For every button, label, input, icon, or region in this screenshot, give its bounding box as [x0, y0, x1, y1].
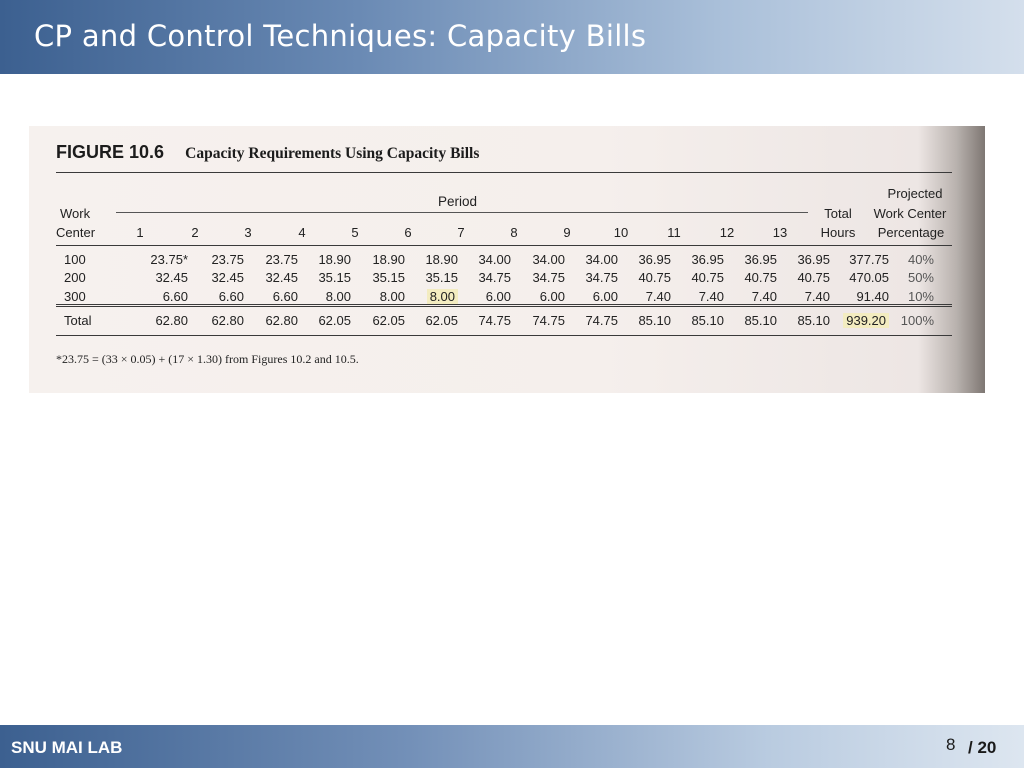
table-cell: 35.15 — [425, 270, 458, 286]
header-period-4: 4 — [298, 225, 306, 240]
data-rule-1 — [56, 304, 952, 305]
header-period-7: 7 — [457, 225, 465, 240]
header-period-10: 10 — [613, 225, 629, 240]
table-cell: 62.80 — [155, 313, 188, 328]
header-period-1: 1 — [136, 225, 144, 240]
header-work-center: Work Center — [873, 206, 947, 221]
table-row — [56, 250, 952, 269]
table-cell: 85.10 — [744, 313, 777, 328]
table-cell: 74.75 — [585, 313, 618, 328]
top-rule — [56, 172, 952, 173]
table-cell: 6.00 — [539, 288, 565, 304]
table-row — [56, 269, 952, 288]
table-cell: 74.75 — [478, 313, 511, 328]
header-projected: Projected — [887, 186, 943, 201]
capacity-table — [56, 250, 952, 336]
table-cell: 34.00 — [585, 251, 618, 267]
figure-footnote: *23.75 = (33 × 0.05) + (17 × 1.30) from Figures 10.2 and 10.5. — [56, 352, 359, 366]
lab-name: SNU MAI LAB — [11, 738, 123, 757]
table-cell: 34.00 — [478, 251, 511, 267]
table-cell: 62.80 — [265, 313, 298, 328]
header-rule — [56, 245, 952, 246]
table-cell: 23.75 — [265, 251, 298, 267]
table-cell: 8.00 — [379, 288, 405, 304]
header-period-11: 11 — [667, 225, 681, 240]
table-cell: 40.75 — [744, 270, 777, 286]
header-period-13: 13 — [772, 225, 788, 240]
data-rule-2 — [56, 306, 952, 307]
header-center: Center — [56, 225, 96, 240]
slide-title: CP and Control Techniques: Capacity Bills — [34, 19, 647, 53]
table-cell: 35.15 — [318, 270, 351, 286]
table-cell: 8.00 — [325, 288, 351, 304]
table-cell: 6.60 — [218, 288, 244, 304]
work-center-cell: 200 — [64, 270, 86, 286]
table-cell: 18.90 — [318, 251, 351, 267]
table-cell: 6.00 — [485, 288, 511, 304]
header-percentage: Percentage — [877, 225, 945, 240]
table-cell: 34.75 — [478, 270, 511, 286]
figure-heading — [56, 142, 479, 163]
header-period-8: 8 — [510, 225, 518, 240]
figure-caption: Capacity Requirements Using Capacity Bills — [185, 145, 480, 162]
percentage-cell: 100% — [900, 313, 934, 328]
table-cell: 18.90 — [372, 251, 405, 267]
total-label: Total — [64, 313, 92, 328]
table-cell: 36.95 — [797, 251, 830, 267]
table-cell: 32.45 — [265, 270, 298, 286]
table-cell: 40.75 — [691, 270, 724, 286]
table-cell: 6.60 — [272, 288, 298, 304]
table-cell: 32.45 — [155, 270, 188, 286]
percentage-cell: 50% — [907, 270, 934, 286]
table-cell: 85.10 — [797, 313, 830, 328]
table-cell: 40.75 — [638, 270, 671, 286]
table-cell: 7.40 — [698, 288, 724, 304]
total-row — [56, 306, 952, 336]
period-header: Period — [438, 194, 478, 209]
work-center-cell: 100 — [64, 251, 86, 267]
table-cell: 62.05 — [425, 313, 458, 328]
work-center-cell: 300 — [64, 288, 86, 304]
table-cell: 35.15 — [372, 270, 405, 286]
table-cell: 7.40 — [804, 288, 830, 304]
total-hours-cell — [830, 306, 889, 336]
table-cell: 23.75* — [150, 251, 188, 267]
header-period-3: 3 — [244, 225, 252, 240]
total-hours-cell: 470.05 — [849, 270, 889, 286]
table-cell: 6.60 — [162, 288, 188, 304]
table-cell: 36.95 — [744, 251, 777, 267]
table-cell: 85.10 — [691, 313, 724, 328]
table-cell: 7.40 — [645, 288, 671, 304]
table-cell: 62.05 — [372, 313, 405, 328]
header-total: Total — [824, 206, 852, 221]
table-cell: 32.45 — [211, 270, 244, 286]
bottom-rule — [56, 335, 952, 336]
table-cell: 18.90 — [425, 251, 458, 267]
table-cell: 74.75 — [532, 313, 565, 328]
slide-footer — [0, 725, 1024, 768]
figure-scan — [29, 126, 985, 393]
header-period-9: 9 — [563, 225, 571, 240]
page-number: 8 — [946, 735, 956, 754]
header-period-2: 2 — [191, 225, 199, 240]
header-hours: Hours — [820, 225, 856, 240]
table-cell — [405, 287, 458, 306]
table-cell: 62.05 — [318, 313, 351, 328]
highlighted-value: 8.00 — [427, 289, 458, 304]
table-cell: 23.75 — [211, 251, 244, 267]
highlighted-value: 939.20 — [843, 313, 889, 328]
table-cell: 40.75 — [797, 270, 830, 286]
table-cell: 85.10 — [638, 313, 671, 328]
percentage-cell: 40% — [907, 251, 934, 267]
table-row — [56, 287, 952, 306]
period-rule — [116, 212, 808, 213]
table-cell: 34.75 — [532, 270, 565, 286]
percentage-cell: 10% — [907, 288, 934, 304]
page-total: / 20 — [968, 738, 997, 757]
table-cell: 34.00 — [532, 251, 565, 267]
header-period-6: 6 — [404, 225, 412, 240]
total-hours-cell: 91.40 — [856, 288, 889, 304]
table-cell: 34.75 — [585, 270, 618, 286]
table-cell: 36.95 — [691, 251, 724, 267]
header-work: Work — [60, 206, 91, 221]
table-cell: 62.80 — [211, 313, 244, 328]
total-hours-cell: 377.75 — [849, 251, 889, 267]
table-cell: 7.40 — [751, 288, 777, 304]
header-period-12: 12 — [719, 225, 735, 240]
figure-number: FIGURE 10.6 — [56, 142, 165, 162]
table-cell: 6.00 — [592, 288, 618, 304]
slide-header — [0, 0, 1024, 74]
table-cell: 36.95 — [638, 251, 671, 267]
header-period-5: 5 — [351, 225, 359, 240]
